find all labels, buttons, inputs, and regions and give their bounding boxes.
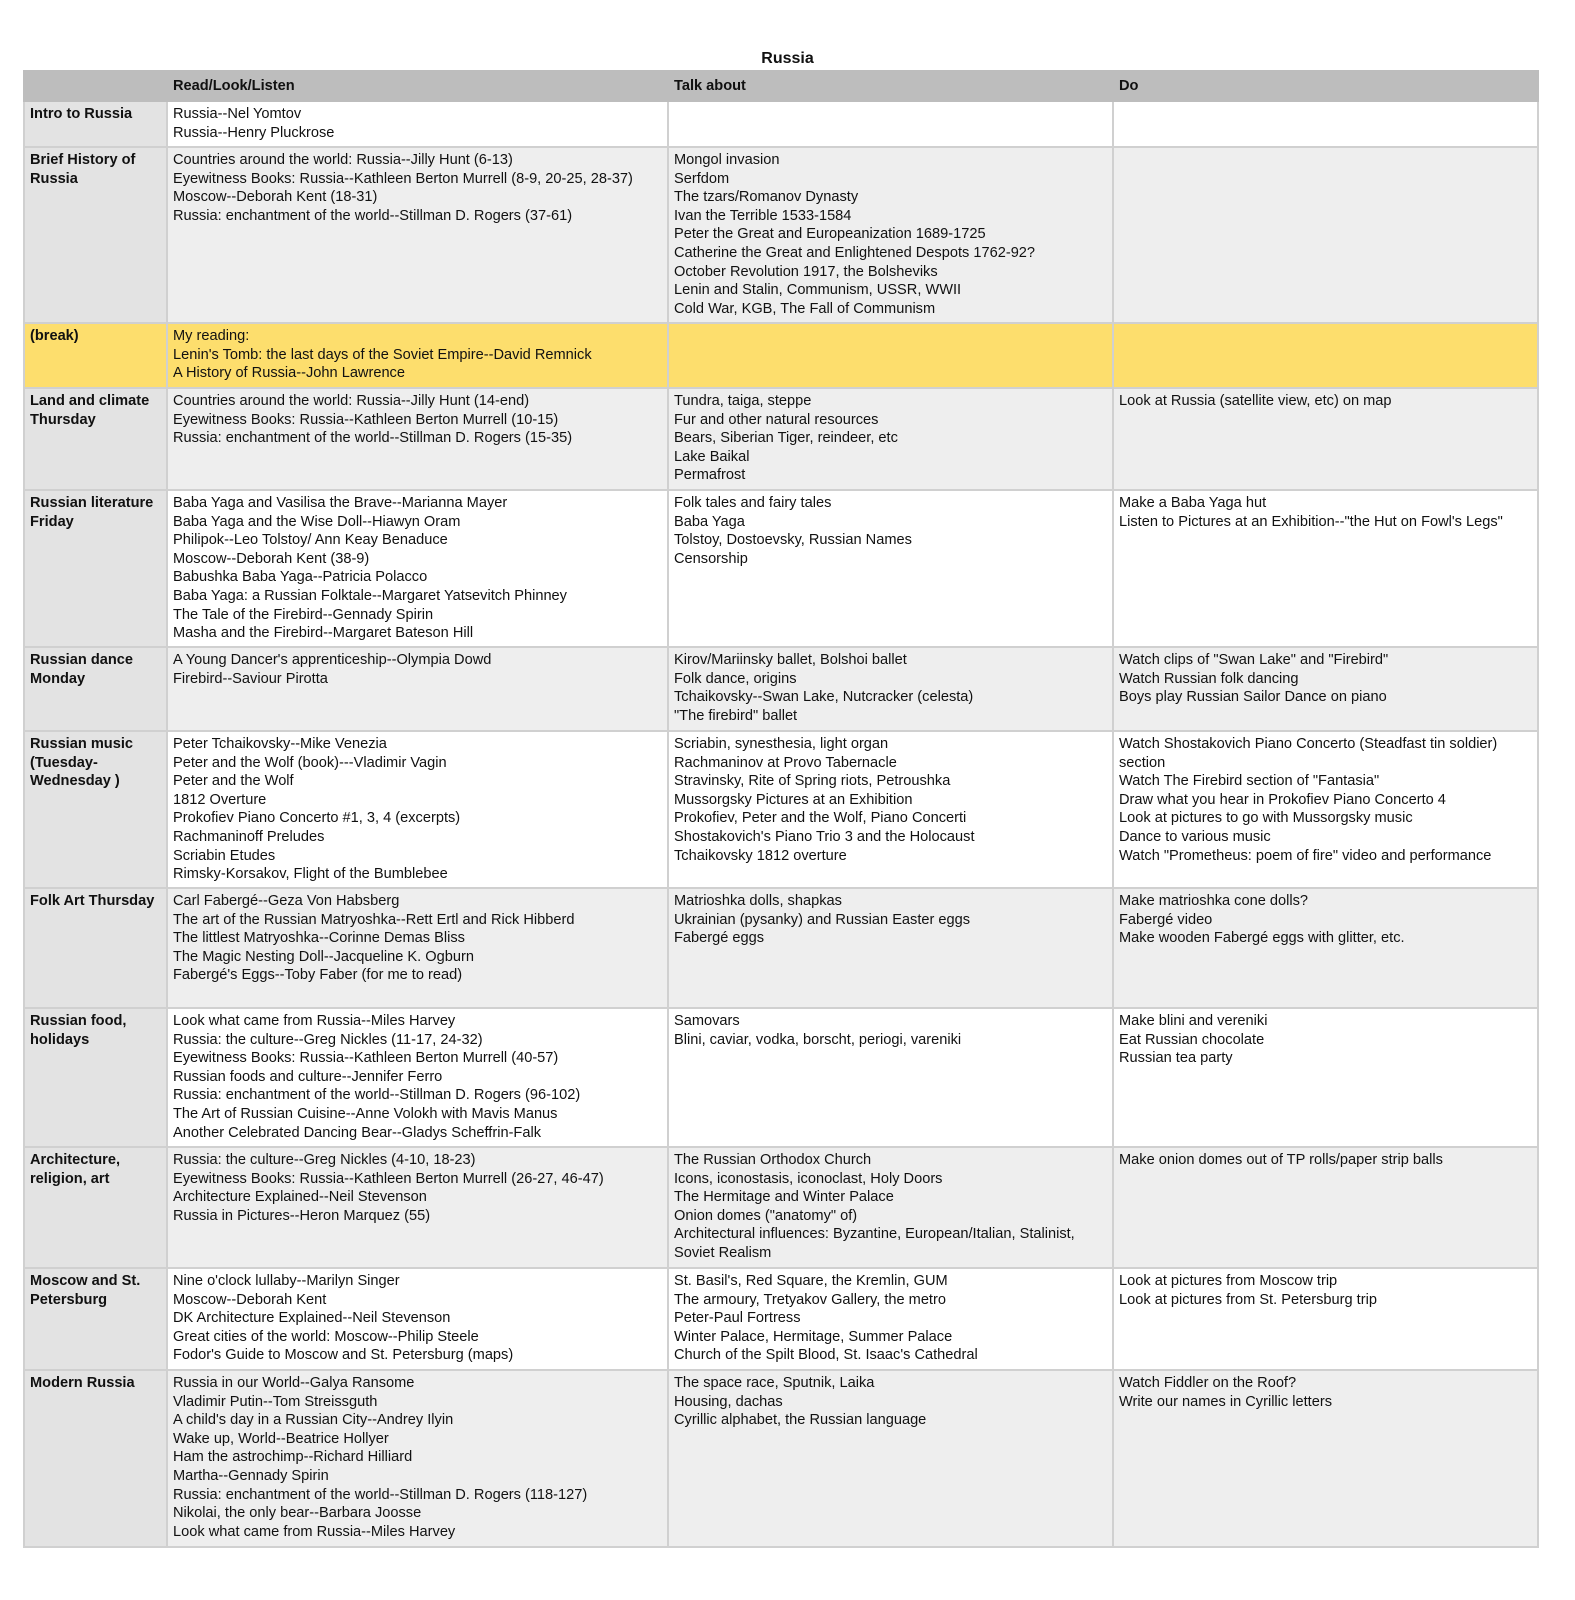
row-topic: Russian music (Tuesday-Wednesday ) (24, 731, 167, 888)
cell-line: The armoury, Tretyakov Gallery, the metro (674, 1291, 946, 1308)
cell-line: Eyewitness Books: Russia--Kathleen Berton Murrell (26-27, 46-47) (173, 1170, 604, 1187)
cell-line: The Magic Nesting Doll--Jacqueline K. Ogburn (173, 948, 474, 965)
cell-line: Winter Palace, Hermitage, Summer Palace (674, 1328, 953, 1345)
cell-line: Moscow--Deborah Kent (173, 1291, 327, 1308)
cell-line: Look at pictures from Moscow trip (1119, 1273, 1338, 1289)
cell-line: The Hermitage and Winter Palace (674, 1189, 894, 1206)
row-topic: Russian dance Monday (24, 647, 167, 731)
cell-line: Russia: the culture--Greg Nickles (4-10, 18-23) (173, 1152, 476, 1168)
cell-line: Masha and the Firebird--Margaret Bateson Hill (173, 625, 474, 642)
cell-talk (668, 888, 1113, 1008)
cell-line: Architecture Explained--Neil Stevenson (173, 1189, 427, 1206)
cell-line: Mussorgsky Pictures at an Exhibition (674, 791, 913, 808)
table-row (24, 1147, 1538, 1268)
cell-read (167, 323, 668, 388)
cell-line: Russia--Henry Pluckrose (173, 124, 335, 141)
cell-read (167, 731, 668, 888)
cell-line: Write our names in Cyrillic letters (1119, 1393, 1333, 1410)
cell-line: Dance to various music (1119, 828, 1271, 845)
header-row (24, 71, 1538, 101)
cell-read (167, 1370, 668, 1547)
cell-line: A Young Dancer's apprenticeship--Olympia Dowd (173, 652, 492, 668)
cell-line: Eyewitness Books: Russia--Kathleen Berton Murrell (40-57) (173, 1050, 559, 1067)
cell-talk (668, 101, 1113, 147)
cell-line: Cyrillic alphabet, the Russian language (674, 1412, 927, 1429)
cell-line: Russia: enchantment of the world--Stillman D. Rogers (15-35) (173, 430, 573, 447)
cell-line: The space race, Sputnik, Laika (674, 1375, 875, 1391)
row-topic: Moscow and St. Petersburg (24, 1268, 167, 1370)
cell-line: Countries around the world: Russia--Jilly Hunt (6-13) (173, 152, 513, 168)
table-row (24, 388, 1538, 490)
cell-line: Vladimir Putin--Tom Streissguth (173, 1393, 378, 1410)
table-row (24, 647, 1538, 731)
cell-line: Russia in our World--Galya Ransome (173, 1375, 415, 1391)
cell-line: Carl Fabergé--Geza Von Habsberg (173, 893, 400, 909)
cell-line: Moscow--Deborah Kent (38-9) (173, 550, 370, 567)
cell-talk (668, 323, 1113, 388)
cell-line: Prokofiev Piano Concerto #1, 3, 4 (excerpts) (173, 810, 461, 827)
cell-line: Cold War, KGB, The Fall of Communism (674, 300, 936, 317)
cell-line: Samovars (674, 1013, 740, 1029)
cell-do (1113, 1147, 1538, 1268)
cell-do (1113, 1370, 1538, 1547)
cell-line: Scriabin Etudes (173, 847, 276, 864)
cell-line: Mongol invasion (674, 152, 780, 168)
cell-line: Tchaikovsky--Swan Lake, Nutcracker (celesta) (674, 689, 974, 706)
cell-line: The tzars/Romanov Dynasty (674, 189, 859, 206)
cell-line: The Russian Orthodox Church (674, 1152, 872, 1168)
cell-line: Folk dance, origins (674, 670, 797, 687)
cell-talk (668, 147, 1113, 323)
cell-line: Watch Fiddler on the Roof? (1119, 1375, 1297, 1391)
cell-line: Firebird--Saviour Pirotta (173, 670, 328, 687)
cell-do (1113, 147, 1538, 323)
page-title: Russia (761, 50, 814, 67)
cell-do (1113, 388, 1538, 490)
cell-line: Russian foods and culture--Jennifer Ferro (173, 1068, 443, 1085)
cell-line: Baba Yaga and Vasilisa the Brave--Marianna Mayer (173, 495, 508, 511)
cell-line: Nine o'clock lullaby--Marilyn Singer (173, 1273, 400, 1289)
cell-line: Eyewitness Books: Russia--Kathleen Berton Murrell (8-9, 20-25, 28-37) (173, 170, 633, 187)
cell-line: Draw what you hear in Prokofiev Piano Concerto 4 (1119, 791, 1446, 808)
cell-line: Russia: enchantment of the world--Stillman D. Rogers (118-127) (173, 1486, 588, 1503)
cell-line: Watch clips of "Swan Lake" and "Firebird" (1119, 652, 1389, 668)
row-topic: Modern Russia (24, 1370, 167, 1547)
cell-line: Censorship (674, 550, 748, 567)
cell-line: A History of Russia--John Lawrence (173, 365, 405, 382)
cell-do (1113, 888, 1538, 1008)
cell-line: Icons, iconostasis, iconoclast, Holy Doors (674, 1170, 943, 1187)
cell-read (167, 1268, 668, 1370)
cell-line: Watch "Prometheus: poem of fire" video and performance (1119, 847, 1492, 864)
cell-line: Moscow--Deborah Kent (18-31) (173, 189, 378, 206)
unit-plan-table (23, 70, 1539, 1548)
cell-line: Countries around the world: Russia--Jilly Hunt (14-end) (173, 393, 530, 409)
cell-line: Fabergé eggs (674, 930, 765, 947)
cell-line: Make a Baba Yaga hut (1119, 495, 1267, 511)
row-topic: Russian literature Friday (24, 490, 167, 647)
cell-do (1113, 1268, 1538, 1370)
cell-line: Look at pictures to go with Mussorgsky music (1119, 810, 1413, 827)
cell-talk (668, 647, 1113, 731)
cell-line: Tolstoy, Dostoevsky, Russian Names (674, 532, 912, 549)
cell-read (167, 647, 668, 731)
cell-line: The littlest Matryoshka--Corinne Demas Bliss (173, 930, 465, 947)
header-topic (24, 71, 167, 101)
cell-talk (668, 1008, 1113, 1147)
cell-line: Prokofiev, Peter and the Wolf, Piano Concerti (674, 810, 967, 827)
cell-line: Rachmaninoff Preludes (173, 828, 325, 845)
cell-line: Serfdom (674, 170, 730, 187)
cell-line: Fabergé video (1119, 911, 1213, 928)
cell-line: Baba Yaga and the Wise Doll--Hiawyn Oram (173, 513, 461, 530)
table-row (24, 1008, 1538, 1147)
row-topic: Land and climate Thursday (24, 388, 167, 490)
cell-line: Another Celebrated Dancing Bear--Gladys Scheffrin-Falk (173, 1124, 541, 1141)
row-topic: Intro to Russia (24, 101, 167, 147)
header-do: Do (1113, 71, 1538, 101)
row-topic: (break) (24, 323, 167, 388)
row-topic: Russian food, holidays (24, 1008, 167, 1147)
cell-line: Watch The Firebird section of "Fantasia" (1119, 773, 1380, 790)
cell-line: Philipok--Leo Tolstoy/ Ann Keay Benaduce (173, 532, 448, 549)
cell-line: The Tale of the Firebird--Gennady Spirin (173, 606, 434, 623)
cell-line: Look at Russia (satellite view, etc) on map (1119, 393, 1392, 409)
cell-line: Catherine the Great and Enlightened Despots 1762-92? (674, 244, 1036, 261)
cell-do (1113, 647, 1538, 731)
cell-line: The art of the Russian Matryoshka--Rett Ertl and Rick Hibberd (173, 911, 575, 928)
cell-line: Matrioshka dolls, shapkas (674, 893, 842, 909)
cell-line: Permafrost (674, 467, 746, 484)
cell-line: "The firebird" ballet (674, 707, 798, 724)
table-row (24, 101, 1538, 147)
cell-line: Eyewitness Books: Russia--Kathleen Berton Murrell (10-15) (173, 411, 559, 428)
cell-line: Folk tales and fairy tales (674, 495, 832, 511)
cell-line: Blini, caviar, vodka, borscht, periogi, vareniki (674, 1031, 962, 1048)
cell-do (1113, 323, 1538, 388)
cell-line: Rimsky-Korsakov, Flight of the Bumblebee (173, 866, 448, 883)
table-row (24, 1370, 1538, 1547)
cell-line: St. Basil's, Red Square, the Kremlin, GUM (674, 1273, 948, 1289)
cell-read (167, 490, 668, 647)
cell-line: Baba Yaga (674, 513, 745, 530)
cell-line: section (1119, 754, 1166, 771)
cell-talk (668, 731, 1113, 888)
cell-line: Ham the astrochimp--Richard Hilliard (173, 1449, 413, 1466)
cell-do (1113, 101, 1538, 147)
row-topic: Folk Art Thursday (24, 888, 167, 1008)
table-row (24, 147, 1538, 323)
cell-read (167, 101, 668, 147)
cell-talk (668, 1147, 1113, 1268)
cell-line: Russia: enchantment of the world--Stillman D. Rogers (96-102) (173, 1087, 581, 1104)
cell-line: Look what came from Russia--Miles Harvey (173, 1523, 456, 1540)
cell-line: Peter and the Wolf (173, 773, 294, 790)
cell-line: Onion domes ("anatomy" of) (674, 1207, 858, 1224)
cell-line: Look what came from Russia--Miles Harvey (173, 1013, 456, 1029)
cell-talk (668, 490, 1113, 647)
cell-line: A child's day in a Russian City--Andrey Ilyin (173, 1412, 454, 1429)
cell-talk (668, 1370, 1113, 1547)
cell-line: Shostakovich's Piano Trio 3 and the Holocaust (674, 828, 975, 845)
cell-line: Stravinsky, Rite of Spring riots, Petroushka (674, 773, 951, 790)
cell-line: Look at pictures from St. Petersburg trip (1119, 1291, 1377, 1308)
cell-line: Great cities of the world: Moscow--Philip Steele (173, 1328, 479, 1345)
header-talk: Talk about (668, 71, 1113, 101)
cell-line: Russia: the culture--Greg Nickles (11-17, 24-32) (173, 1031, 483, 1048)
cell-line: Fodor's Guide to Moscow and St. Petersburg (maps) (173, 1347, 514, 1364)
cell-line: Make matrioshka cone dolls? (1119, 893, 1308, 909)
cell-line: Fur and other natural resources (674, 411, 879, 428)
cell-line: Baba Yaga: a Russian Folktale--Margaret Yatsevitch Phinney (173, 587, 567, 604)
cell-line: Wake up, World--Beatrice Hollyer (173, 1430, 389, 1447)
cell-do (1113, 731, 1538, 888)
cell-line: Make onion domes out of TP rolls/paper strip balls (1119, 1152, 1443, 1168)
cell-do (1113, 490, 1538, 647)
cell-line: Architectural influences: Byzantine, European/Italian, Stalinist, (674, 1226, 1075, 1243)
table-row (24, 888, 1538, 1008)
cell-line: My reading: (173, 328, 250, 344)
cell-talk (668, 1268, 1113, 1370)
cell-line: Fabergé's Eggs--Toby Faber (for me to read) (173, 967, 463, 984)
table-row (24, 323, 1538, 388)
header-read: Read/Look/Listen (167, 71, 668, 101)
row-topic: Brief History of Russia (24, 147, 167, 323)
cell-line: Babushka Baba Yaga--Patricia Polacco (173, 569, 428, 586)
table-row (24, 1268, 1538, 1370)
cell-line: The Art of Russian Cuisine--Anne Volokh with Mavis Manus (173, 1105, 558, 1122)
cell-line: Lenin's Tomb: the last days of the Soviet Empire--David Remnick (173, 346, 592, 363)
cell-line: Nikolai, the only bear--Barbara Joosse (173, 1505, 422, 1522)
cell-read (167, 147, 668, 323)
cell-line: October Revolution 1917, the Bolsheviks (674, 263, 938, 280)
cell-read (167, 888, 668, 1008)
cell-line: Ukrainian (pysanky) and Russian Easter eggs (674, 911, 971, 928)
cell-talk (668, 388, 1113, 490)
cell-line: Russian tea party (1119, 1050, 1233, 1067)
cell-read (167, 1008, 668, 1147)
cell-line: Soviet Realism (674, 1244, 772, 1261)
cell-line: Church of the Spilt Blood, St. Isaac's Cathedral (674, 1347, 978, 1364)
cell-line: Listen to Pictures at an Exhibition--"the Hut on Fowl's Legs" (1119, 513, 1503, 530)
cell-read (167, 388, 668, 490)
cell-line: Russia: enchantment of the world--Stillman D. Rogers (37-61) (173, 207, 573, 224)
table-row (24, 490, 1538, 647)
cell-line: Ivan the Terrible 1533-1584 (674, 207, 852, 224)
cell-line: Rachmaninov at Provo Tabernacle (674, 754, 897, 771)
cell-line: Peter the Great and Europeanization 1689-1725 (674, 226, 986, 243)
cell-line: 1812 Overture (173, 791, 267, 808)
cell-line: Lenin and Stalin, Communism, USSR, WWII (674, 282, 962, 299)
cell-line: Peter-Paul Fortress (674, 1310, 801, 1327)
cell-line: Tchaikovsky 1812 overture (674, 847, 847, 864)
cell-line: Watch Shostakovich Piano Concerto (Steadfast tin soldier) (1119, 736, 1498, 752)
cell-line: Tundra, taiga, steppe (674, 393, 812, 409)
cell-read (167, 1147, 668, 1268)
cell-line: DK Architecture Explained--Neil Stevenson (173, 1310, 451, 1327)
cell-line: Housing, dachas (674, 1393, 783, 1410)
cell-line: Make blini and vereniki (1119, 1013, 1268, 1029)
cell-line: Russia--Nel Yomtov (173, 106, 302, 122)
cell-line: Eat Russian chocolate (1119, 1031, 1265, 1048)
table-row (24, 731, 1538, 888)
cell-line: Russia in Pictures--Heron Marquez (55) (173, 1207, 431, 1224)
cell-line: Bears, Siberian Tiger, reindeer, etc (674, 430, 898, 447)
cell-line: Martha--Gennady Spirin (173, 1467, 329, 1484)
cell-line: Make wooden Fabergé eggs with glitter, etc. (1119, 930, 1405, 947)
cell-line: Peter Tchaikovsky--Mike Venezia (173, 736, 387, 752)
cell-do (1113, 1008, 1538, 1147)
cell-line: Watch Russian folk dancing (1119, 670, 1299, 687)
cell-line: Kirov/Mariinsky ballet, Bolshoi ballet (674, 652, 907, 668)
cell-line: Boys play Russian Sailor Dance on piano (1119, 689, 1387, 706)
cell-line: Peter and the Wolf (book)---Vladimir Vagin (173, 754, 447, 771)
row-topic: Architecture, religion, art (24, 1147, 167, 1268)
cell-line: Scriabin, synesthesia, light organ (674, 736, 889, 752)
cell-line: Lake Baikal (674, 448, 750, 465)
